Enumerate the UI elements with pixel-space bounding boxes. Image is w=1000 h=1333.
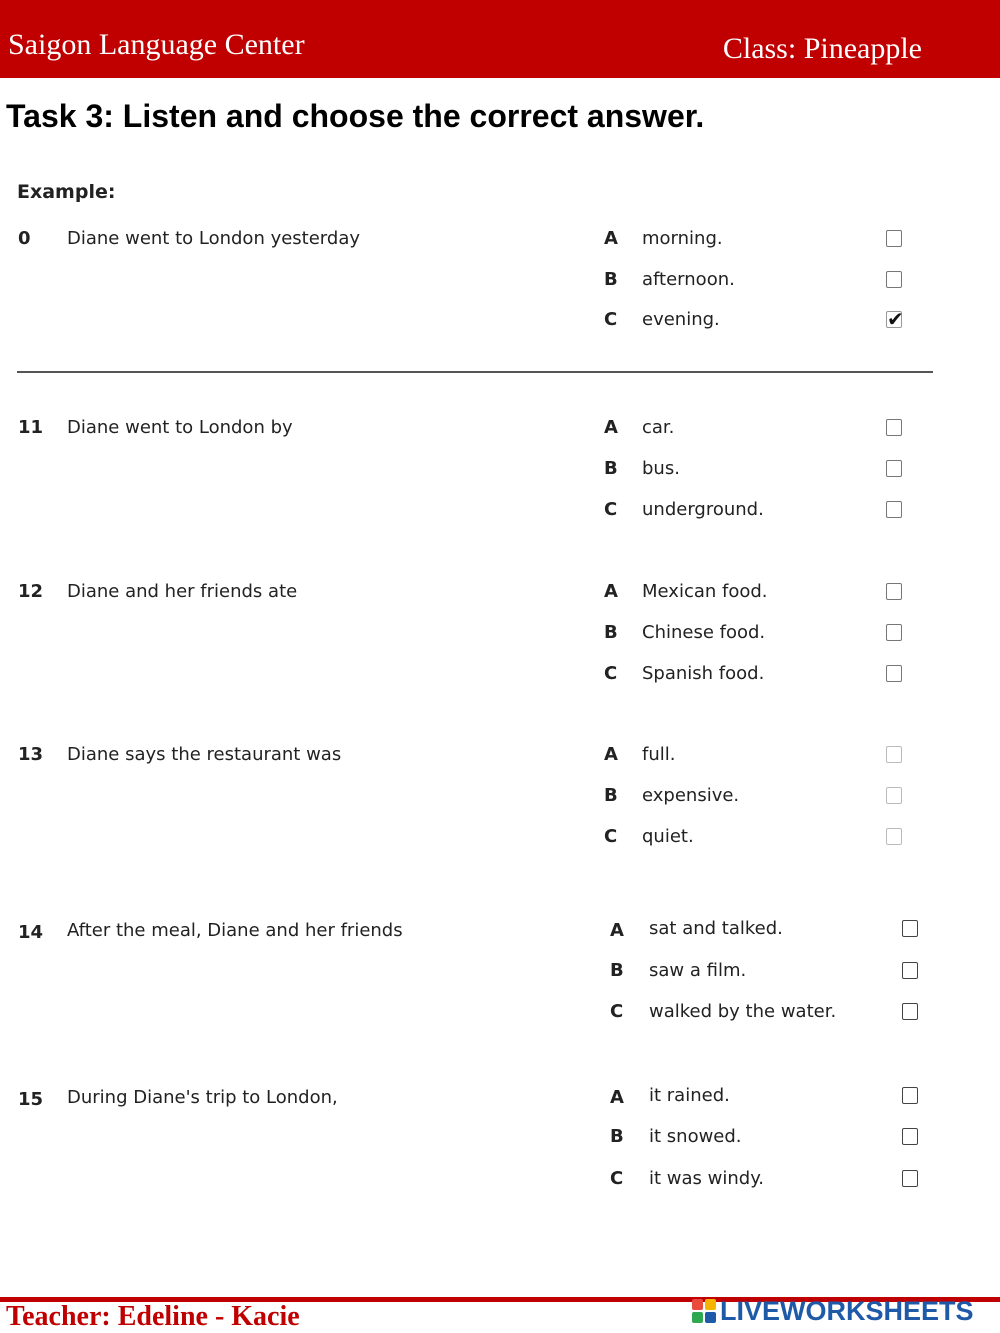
option-b xyxy=(0,622,1000,652)
question-stem: After the meal, Diane and her friends xyxy=(67,920,403,941)
question-12 xyxy=(0,581,1000,711)
answer-checkbox[interactable] xyxy=(902,920,918,937)
option-text: Mexican food. xyxy=(642,581,768,602)
option-text: afternoon. xyxy=(642,269,735,290)
option-b xyxy=(0,1126,1000,1156)
option-a xyxy=(0,744,1000,774)
option-a xyxy=(0,581,1000,611)
option-letter: A xyxy=(610,920,624,941)
header-bar xyxy=(0,0,1000,78)
question-14 xyxy=(0,920,1000,1050)
option-c xyxy=(0,1001,1000,1031)
option-text: it snowed. xyxy=(649,1126,742,1147)
question-11 xyxy=(0,417,1000,547)
question-stem: During Diane's trip to London, xyxy=(67,1087,338,1108)
option-letter: C xyxy=(604,663,618,684)
liveworksheets-grid-icon xyxy=(692,1299,716,1323)
answer-checkbox[interactable] xyxy=(886,746,902,763)
question-number: 12 xyxy=(18,581,44,602)
option-text: it was windy. xyxy=(649,1168,764,1189)
option-text: quiet. xyxy=(642,826,694,847)
option-letter: C xyxy=(604,826,618,847)
question-number: 14 xyxy=(18,922,44,943)
option-letter: B xyxy=(610,960,624,981)
question-number: 0 xyxy=(18,228,31,249)
question-stem: Diane went to London by xyxy=(67,417,293,438)
option-text: bus. xyxy=(642,458,680,479)
option-a xyxy=(0,228,1000,258)
option-text: walked by the water. xyxy=(649,1001,837,1022)
answer-checkbox[interactable] xyxy=(902,962,918,979)
option-text: full. xyxy=(642,744,676,765)
answer-checkbox[interactable] xyxy=(886,665,902,682)
option-text: underground. xyxy=(642,499,764,520)
option-b xyxy=(0,458,1000,488)
example-divider xyxy=(17,371,933,373)
task-title: Task 3: Listen and choose the correct answer. xyxy=(6,98,705,134)
question-13 xyxy=(0,744,1000,874)
answer-checkbox[interactable] xyxy=(886,583,902,600)
option-c xyxy=(0,309,1000,339)
option-a xyxy=(0,417,1000,447)
option-text: sat and talked. xyxy=(649,918,783,939)
option-letter: A xyxy=(604,581,618,602)
option-letter: C xyxy=(604,499,618,520)
option-text: Chinese food. xyxy=(642,622,766,643)
answer-checkbox[interactable] xyxy=(902,1128,918,1145)
option-b xyxy=(0,785,1000,815)
answer-checkbox[interactable] xyxy=(902,1170,918,1187)
option-text: evening. xyxy=(642,309,720,330)
option-b xyxy=(0,269,1000,299)
answer-checkbox[interactable] xyxy=(886,501,902,518)
teacher-name: Teacher: Edeline - Kacie xyxy=(6,1301,300,1332)
option-letter: A xyxy=(610,1087,624,1108)
answer-checkbox[interactable] xyxy=(886,624,902,641)
question-number: 15 xyxy=(18,1089,44,1110)
example-label: Example: xyxy=(17,181,116,203)
question-0 xyxy=(0,228,1000,358)
question-number: 11 xyxy=(18,417,44,438)
option-text: morning. xyxy=(642,228,723,249)
answer-checkbox[interactable] xyxy=(886,230,902,247)
option-letter: C xyxy=(610,1168,624,1189)
option-text: it rained. xyxy=(649,1085,730,1106)
option-c xyxy=(0,1168,1000,1198)
question-stem: Diane and her friends ate xyxy=(67,581,298,602)
answer-checkbox[interactable] xyxy=(886,828,902,845)
answer-checkbox[interactable] xyxy=(886,460,902,477)
question-stem: Diane says the restaurant was xyxy=(67,744,342,765)
school-name: Saigon Language Center xyxy=(8,28,305,61)
answer-checkbox[interactable] xyxy=(886,419,902,436)
option-letter: B xyxy=(604,269,618,290)
option-a xyxy=(0,1085,1000,1115)
question-15 xyxy=(0,1087,1000,1217)
option-text: Spanish food. xyxy=(642,663,765,684)
option-text: expensive. xyxy=(642,785,740,806)
option-text: car. xyxy=(642,417,675,438)
question-number: 13 xyxy=(18,744,44,765)
question-stem: Diane went to London yesterday xyxy=(67,228,361,249)
answer-checkbox[interactable] xyxy=(902,1087,918,1104)
class-label: Class: Pineapple xyxy=(722,32,922,65)
option-text: saw a film. xyxy=(649,960,747,981)
option-letter: C xyxy=(604,309,618,330)
option-letter: B xyxy=(604,458,618,479)
option-letter: A xyxy=(604,417,618,438)
answer-checkbox[interactable] xyxy=(886,787,902,804)
option-letter: B xyxy=(604,622,618,643)
option-c xyxy=(0,499,1000,529)
option-letter: B xyxy=(604,785,618,806)
option-c xyxy=(0,663,1000,693)
brand-name: LIVEWORKSHEETS xyxy=(720,1295,974,1326)
option-b xyxy=(0,960,1000,990)
option-letter: A xyxy=(604,228,618,249)
answer-checkbox[interactable] xyxy=(886,271,902,288)
option-letter: A xyxy=(604,744,618,765)
answer-checkbox-checked[interactable]: ✔ xyxy=(887,307,904,331)
option-a xyxy=(0,918,1000,948)
option-letter: B xyxy=(610,1126,624,1147)
answer-checkbox[interactable] xyxy=(902,1003,918,1020)
liveworksheets-logo[interactable] xyxy=(692,1296,974,1326)
option-letter: C xyxy=(610,1001,624,1022)
option-c xyxy=(0,826,1000,856)
